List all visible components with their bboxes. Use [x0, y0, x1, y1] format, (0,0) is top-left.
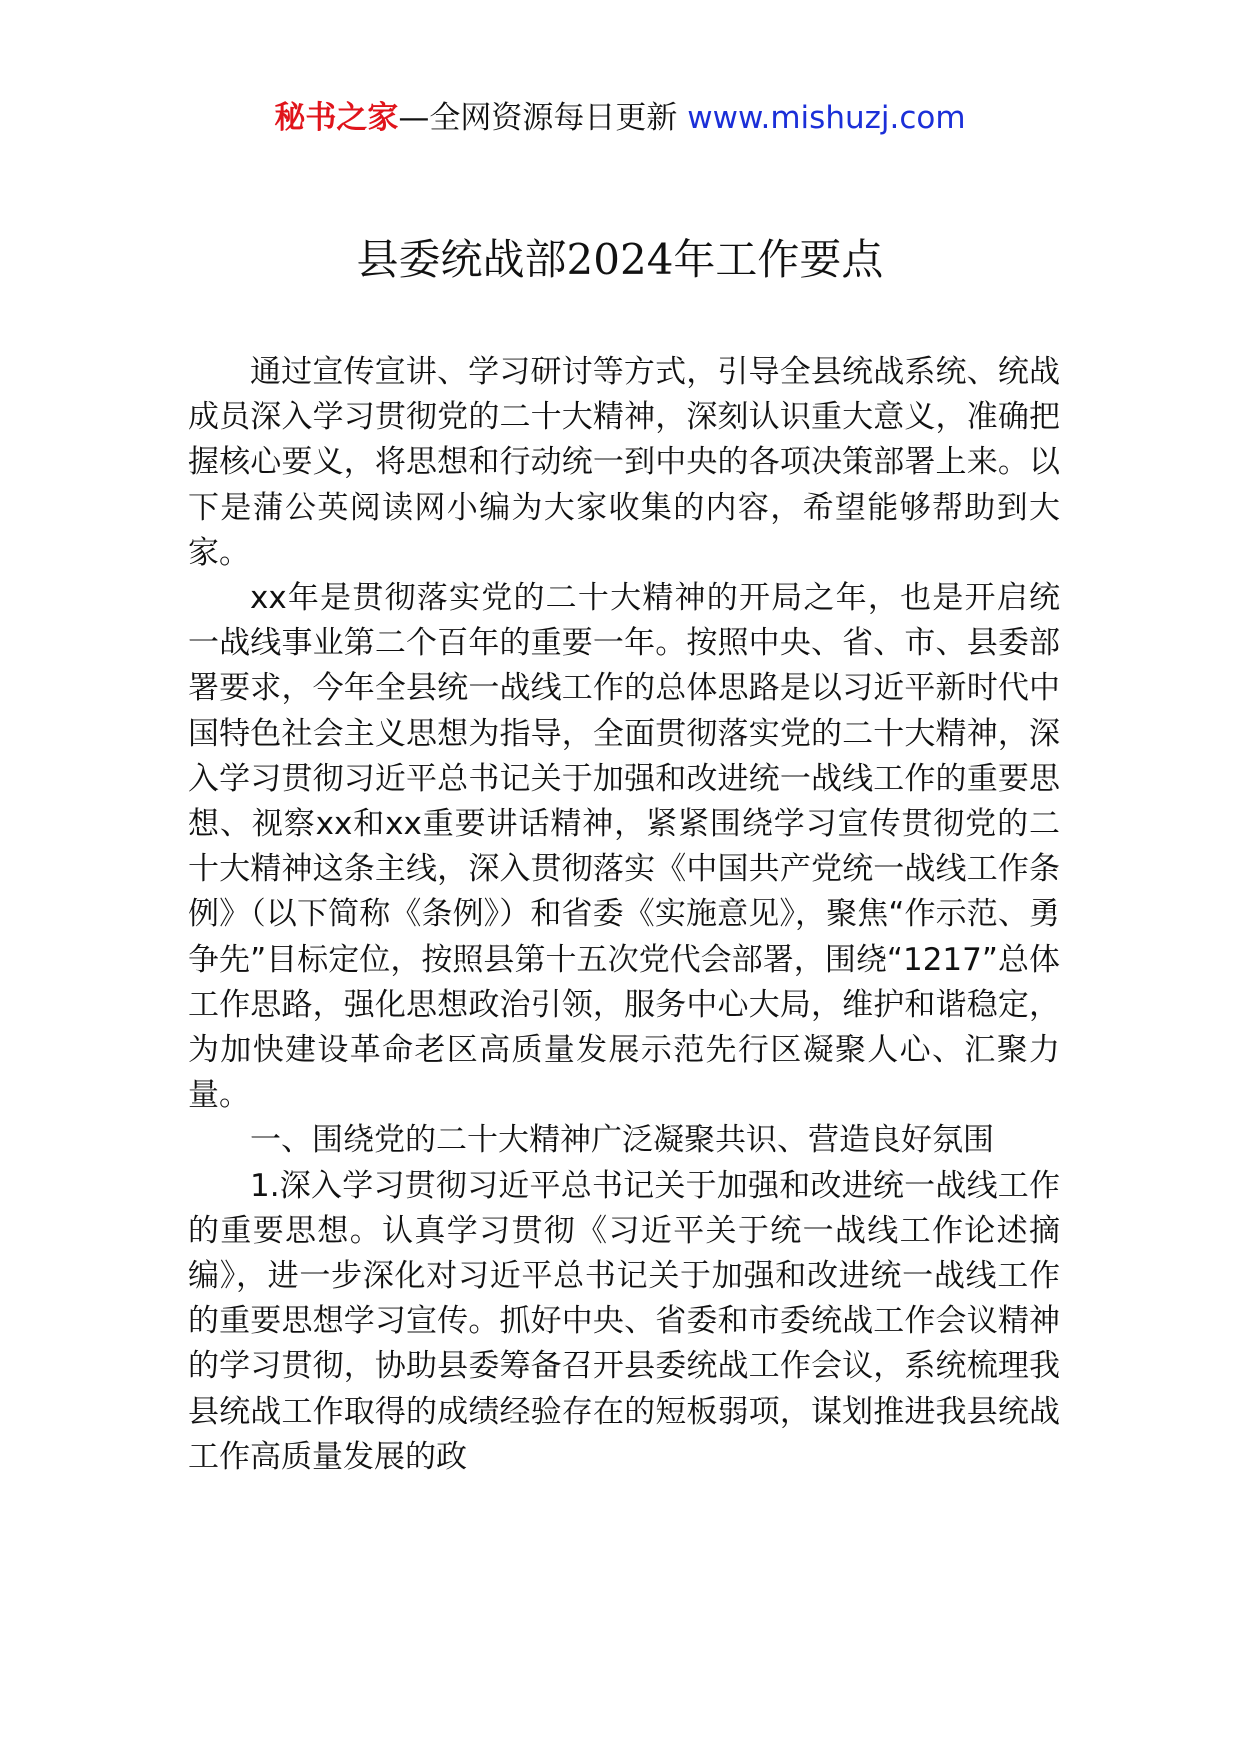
section-item-1: 1.深入学习贯彻习近平总书记关于加强和改进统一战线工作的重要思想。认真学习贯彻《习近平关于统一战线工作论述摘编》，进一步深化对习近平总书记关于加强和改进统一战线工作的重要思想学习宣传。抓好中央、省委和市委统战工作会议精神的学习贯彻，协助县委筹备召开县委统战工作会议，系统梳理我县统战工作取得的成绩经验存在的短板弱项，谋划推进我县统战工作高质量发展的政: [188, 1167, 1060, 1475]
site-name: 秘书之家: [274, 100, 399, 136]
overview-paragraph: xx年是贯彻落实党的二十大精神的开局之年，也是开启统一战线事业第二个百年的重要一年。按照中央、省、市、县委部署要求，今年全县统一战线工作的总体思路是以习近平新时代中国特色社会主义思想为指导，全面贯彻落实党的二十大精神，深入学习贯彻习近平总书记关于加强和改进统一战线工作的重要思想、视察xx和xx重要讲话精神，紧紧围绕学习宣传贯彻党的二十大精神这条主线，深入贯彻落实《中国共产党统一战线工作条例》（以下简称《条例》）和省委《实施意见》，聚焦“作示范、勇争先”目标定位，按照县第十五次党代会部署，围绕“1217”总体工作思路，强化思想政治引领，服务中心大局，维护和谐稳定，为加快建设革命老区高质量发展示范先行区凝聚人心、汇聚力量。: [188, 580, 1060, 1114]
section-heading-1: 一、围绕党的二十大精神广泛凝聚共识、营造良好氛围: [250, 1122, 994, 1159]
intro-paragraph: 通过宣传宣讲、学习研讨等方式，引导全县统战系统、统战成员深入学习贯彻党的二十大精神，深刻认识重大意义，准确把握核心要义，将思想和行动统一到中央的各项决策部署上来。以下是蒲公英阅读网小编为大家收集的内容，希望能够帮助到大家。: [188, 354, 1060, 571]
document-title: 县委统战部2024年工作要点: [356, 235, 884, 284]
document-body: [188, 350, 1060, 1480]
site-header: [0, 98, 1240, 138]
site-slogan: —全网资源每日更新: [398, 100, 688, 136]
site-url-link[interactable]: www.mishuzj.com: [687, 100, 966, 136]
